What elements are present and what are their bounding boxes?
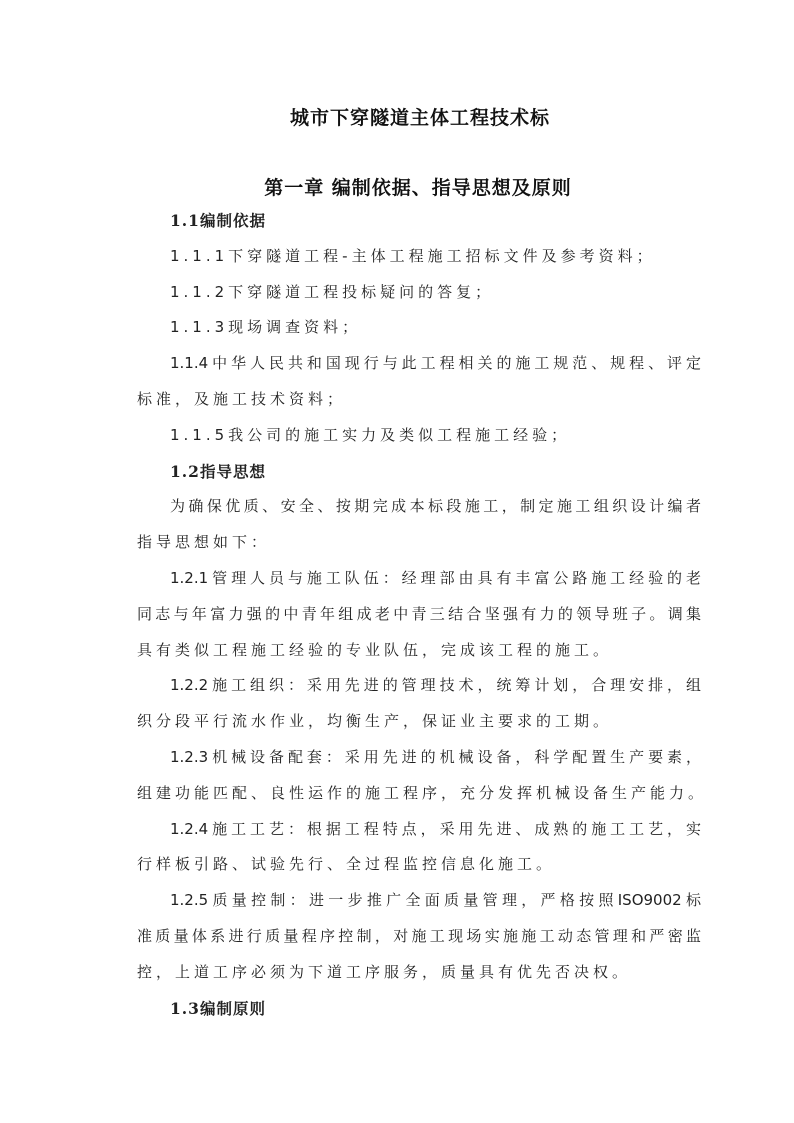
section-heading: 1.3编制原则: [170, 998, 266, 1018]
paragraph-line: 1.2.3机械设备配套：采用先进的机械设备，科学配置生产要素，: [170, 747, 701, 766]
document-body: [137, 203, 708, 1026]
section-heading: 1.2指导思想: [170, 461, 266, 481]
paragraph-line: 织分段平行流水作业，均衡生产，保证业主要求的工期。: [137, 712, 613, 731]
paragraph-line: 1.2.4施工工艺：根据工程特点，采用先进、成熟的施工工艺，实: [170, 819, 701, 838]
chapter-heading: 第一章 编制依据、指导思想及原则: [264, 177, 572, 199]
paragraph-line: 1.2.5质量控制：进一步推广全面质量管理，严格按照ISO9002标: [170, 891, 701, 910]
paragraph-line: 行样板引路、试验先行、全过程监控信息化施工。: [137, 855, 556, 874]
paragraph-line: 1.1.3现场调查资料；: [170, 318, 362, 337]
paragraph-line: 1.2.1管理人员与施工队伍：经理部由具有丰富公路施工经验的老: [170, 568, 701, 587]
paragraph-line: 1.1.4中华人民共和国现行与此工程相关的施工规范、规程、评定: [170, 354, 701, 373]
paragraph-line: 准质量体系进行质量程序控制，对施工现场实施施工动态管理和严密监: [137, 926, 701, 945]
paragraph-line: 1.1.1下穿隧道工程-主体工程施工招标文件及参考资料；: [170, 246, 656, 265]
paragraph-line: 1.1.5我公司的施工实力及类似工程施工经验；: [170, 425, 571, 444]
paragraph-line: 指导思想如下：: [137, 533, 271, 552]
paragraph-line: 同志与年富力强的中青年组成老中青三结合坚强有力的领导班子。调集: [137, 604, 701, 623]
paragraph-line: 1.1.2下穿隧道工程投标疑问的答复；: [170, 282, 495, 301]
document-title: 城市下穿隧道主体工程技术标: [289, 107, 550, 129]
paragraph-line: 为确保优质、安全、按期完成本标段施工，制定施工组织设计编者: [170, 497, 701, 516]
paragraph-line: 组建功能匹配、良性运作的施工程序，充分发挥机械设备生产能力。: [137, 783, 708, 802]
paragraph-line: 控，上道工序必须为下道工序服务，质量具有优先否决权。: [137, 962, 632, 981]
paragraph-line: 1.2.2施工组织：采用先进的管理技术，统筹计划，合理安排，组: [170, 676, 701, 695]
paragraph-line: 具有类似工程施工经验的专业队伍，完成该工程的施工。: [137, 640, 613, 659]
paragraph-line: 标准，及施工技术资料；: [137, 389, 347, 408]
section-heading: 1.1编制依据: [170, 211, 266, 230]
